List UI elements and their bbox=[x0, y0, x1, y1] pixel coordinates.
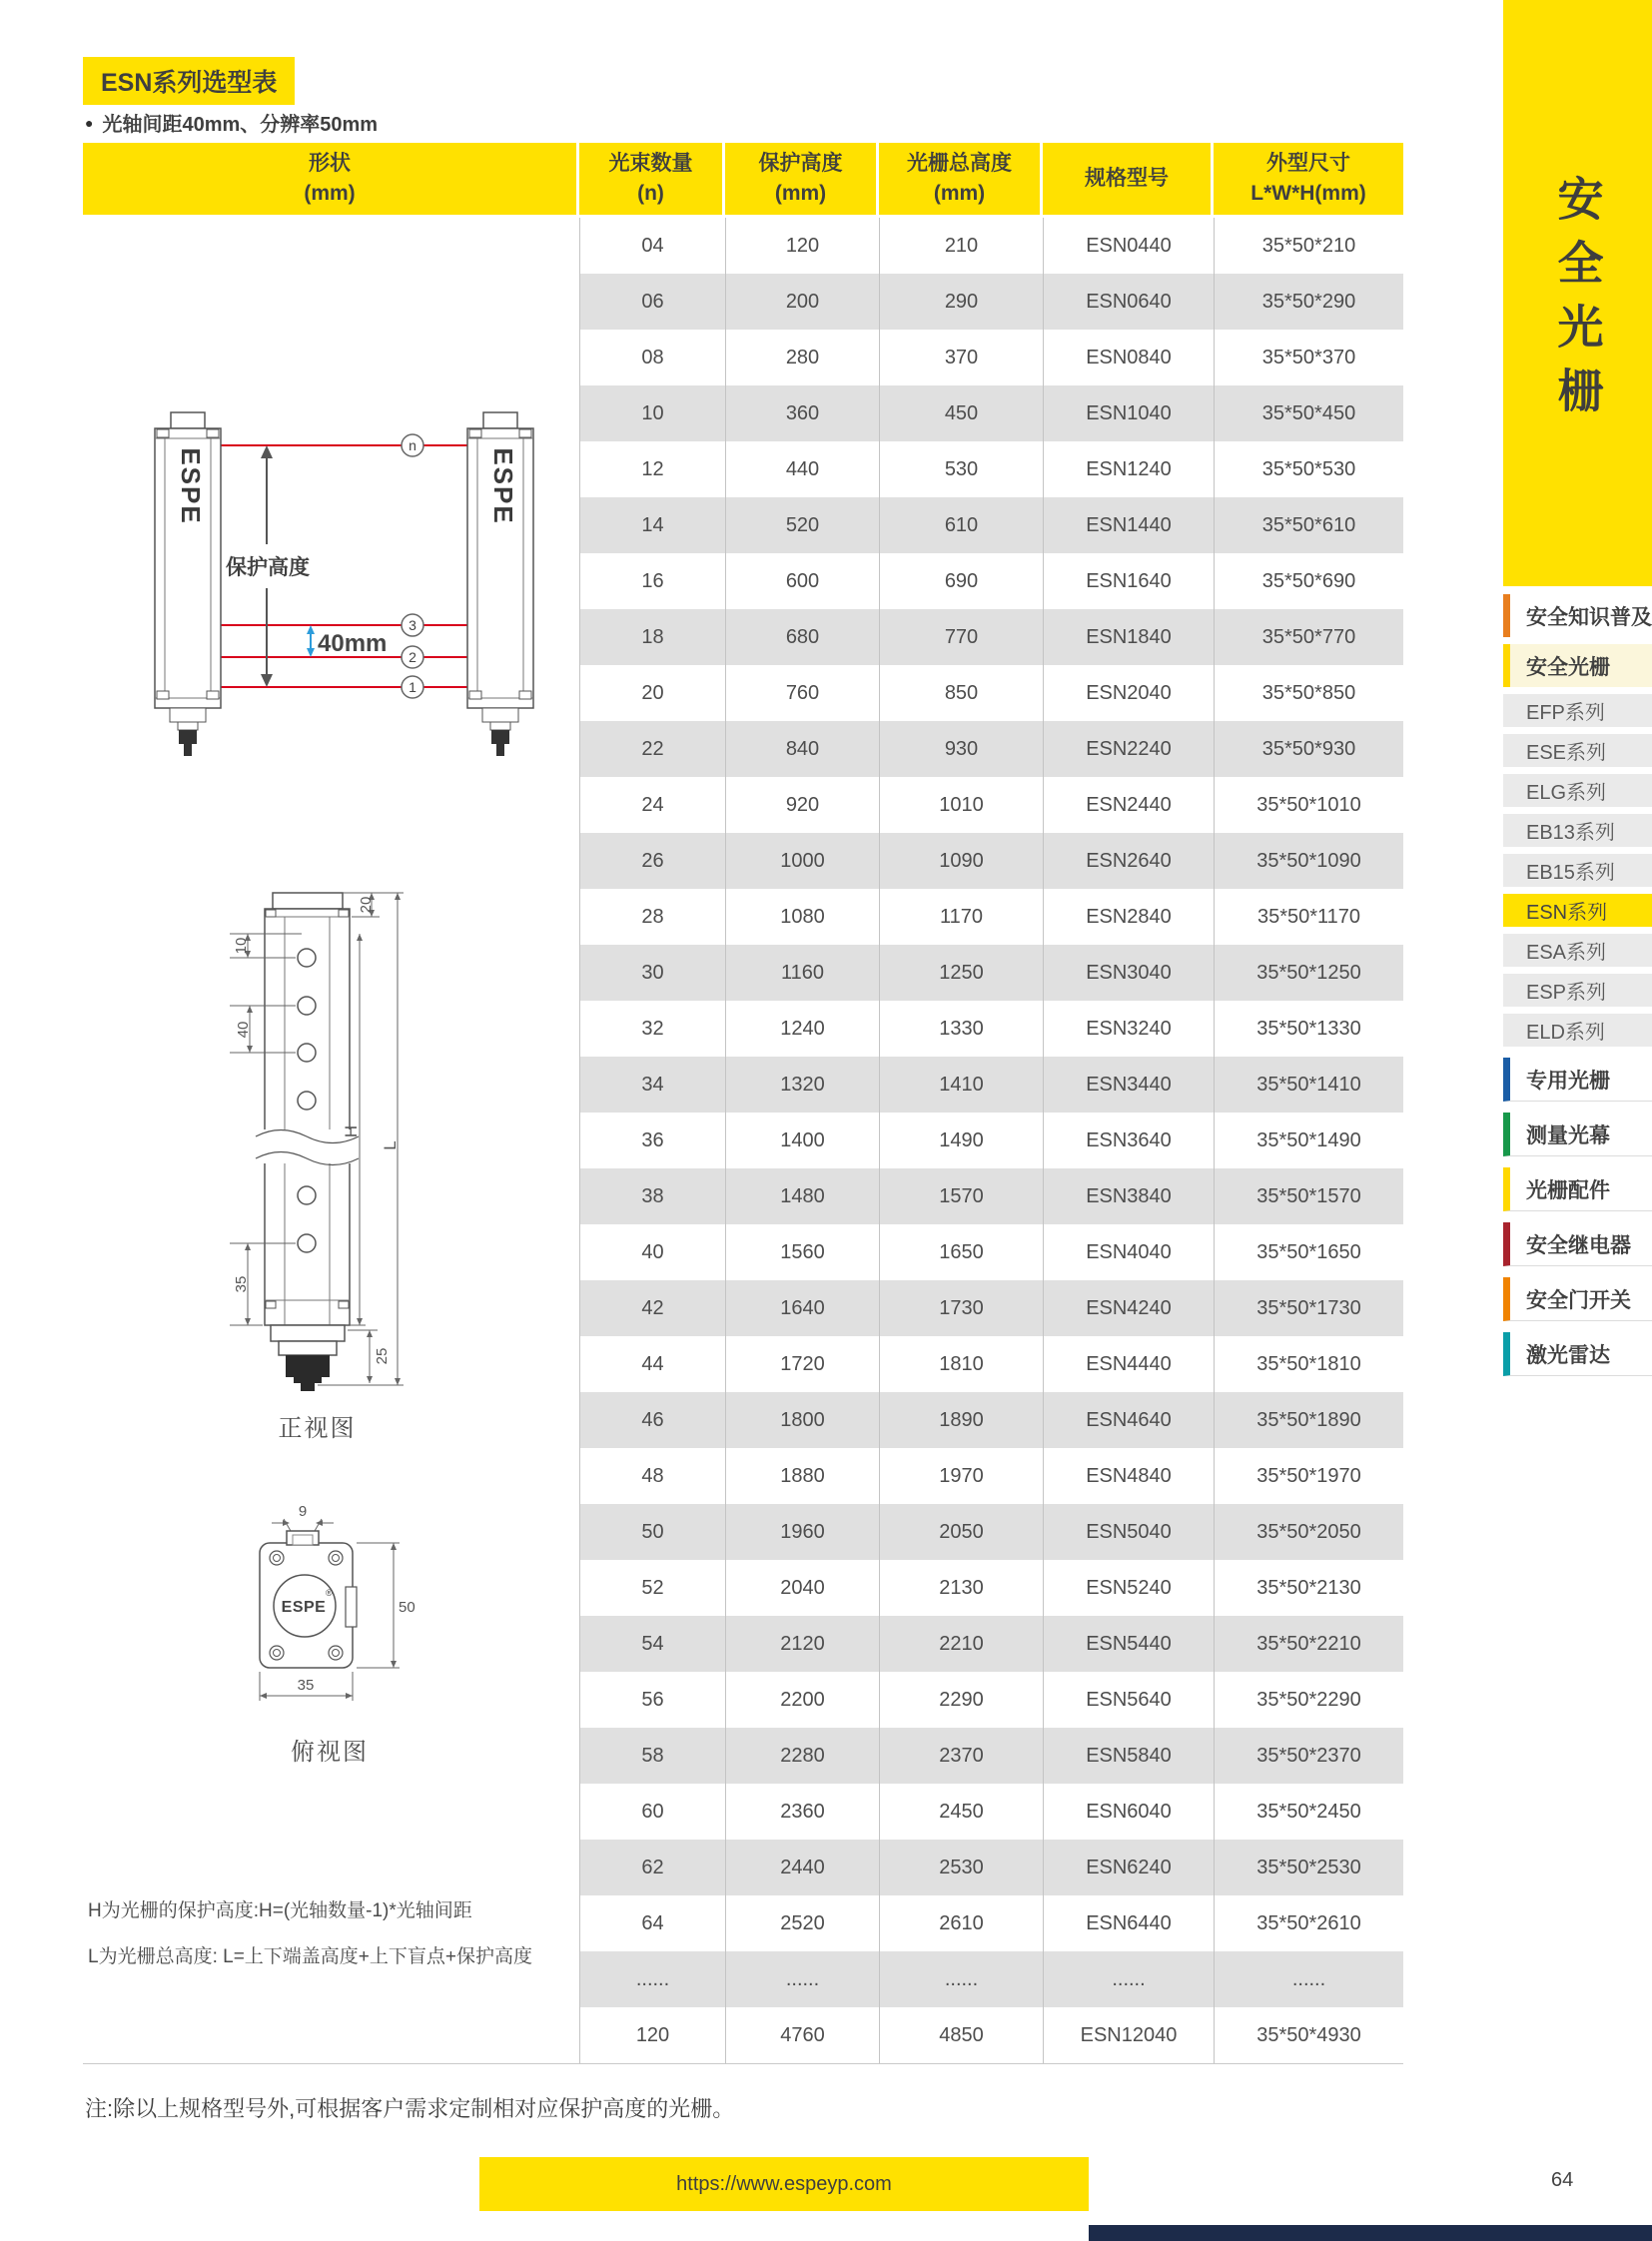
table-row bbox=[579, 609, 1403, 665]
table-row bbox=[579, 441, 1403, 497]
table-cell: 24 bbox=[579, 777, 725, 833]
table-cell: ESN1240 bbox=[1043, 441, 1214, 497]
table-cell: 1890 bbox=[879, 1392, 1043, 1448]
table-cell: 680 bbox=[725, 609, 879, 665]
table-cell: 50 bbox=[579, 1504, 725, 1560]
table-cell: 20 bbox=[579, 665, 725, 721]
table-cell: 35*50*1250 bbox=[1214, 945, 1403, 1001]
table-row bbox=[579, 1895, 1403, 1951]
table-cell: 1640 bbox=[725, 1280, 879, 1336]
table-cell: 12 bbox=[579, 441, 725, 497]
table-row bbox=[579, 1784, 1403, 1840]
table-cell: 210 bbox=[879, 218, 1043, 274]
table-cell: ESN4240 bbox=[1043, 1280, 1214, 1336]
beam-diagram bbox=[123, 392, 562, 782]
table-cell: 2610 bbox=[879, 1895, 1043, 1951]
col-header-protect-height: 保护高度 (mm) bbox=[725, 143, 879, 215]
table-cell: 30 bbox=[579, 945, 725, 1001]
table-cell: 35*50*2610 bbox=[1214, 1895, 1403, 1951]
table-row bbox=[579, 1840, 1403, 1895]
spec-bullet-text: 光轴间距40mm、分辨率50mm bbox=[102, 114, 379, 136]
table-cell: 1410 bbox=[879, 1057, 1043, 1113]
table-row bbox=[579, 1113, 1403, 1168]
table-row bbox=[579, 1392, 1403, 1448]
table-cell: 1810 bbox=[879, 1336, 1043, 1392]
table-cell: 1570 bbox=[879, 1168, 1043, 1224]
sidebar-item-esn-series[interactable]: ESN系列 bbox=[1503, 894, 1652, 927]
table-cell: 2200 bbox=[725, 1672, 879, 1728]
brand-text-right: ESPE bbox=[488, 447, 518, 525]
sidebar-banner-text: 安全光栅 bbox=[1551, 175, 1604, 430]
table-cell: 60 bbox=[579, 1784, 725, 1840]
table-cell: ESN5240 bbox=[1043, 1560, 1214, 1616]
table-cell: 44 bbox=[579, 1336, 725, 1392]
table-row bbox=[579, 330, 1403, 385]
table-row bbox=[579, 1336, 1403, 1392]
table-cell: ESN6040 bbox=[1043, 1784, 1214, 1840]
table-cell: 1880 bbox=[725, 1448, 879, 1504]
dim-40: 40 bbox=[235, 1021, 252, 1039]
table-cell: ESN3440 bbox=[1043, 1057, 1214, 1113]
sidebar-item-safety-light-curtain[interactable]: 安全光栅 bbox=[1503, 644, 1652, 687]
table-row bbox=[579, 1280, 1403, 1336]
table-cell: 2130 bbox=[879, 1560, 1043, 1616]
table-cell: ESN5840 bbox=[1043, 1728, 1214, 1784]
dim-35: 35 bbox=[233, 1275, 250, 1293]
table-row bbox=[579, 665, 1403, 721]
table-row bbox=[579, 497, 1403, 553]
formula-note-h: H为光栅的保护高度:H=(光轴数量-1)*光轴间距 bbox=[88, 1900, 472, 1921]
table-cell: 2050 bbox=[879, 1504, 1043, 1560]
bullet-icon: ● bbox=[85, 114, 94, 131]
beam-label-2: 2 bbox=[409, 649, 416, 665]
table-cell: 35*50*770 bbox=[1214, 609, 1403, 665]
table-row bbox=[579, 889, 1403, 945]
table-cell: ...... bbox=[1214, 1951, 1403, 2007]
table-cell: ESN3640 bbox=[1043, 1113, 1214, 1168]
table-cell: 48 bbox=[579, 1448, 725, 1504]
sidebar-item-laser-radar[interactable]: 激光雷达 bbox=[1503, 1332, 1652, 1376]
table-cell: ESN2440 bbox=[1043, 777, 1214, 833]
table-header bbox=[83, 143, 1403, 218]
table-cell: 1800 bbox=[725, 1392, 879, 1448]
sidebar-item-safety-relay[interactable]: 安全继电器 bbox=[1503, 1222, 1652, 1266]
dim-50: 50 bbox=[399, 1599, 415, 1616]
table-cell: 35*50*1090 bbox=[1214, 833, 1403, 889]
table-cell: 1240 bbox=[725, 1001, 879, 1057]
table-cell: 35*50*1490 bbox=[1214, 1113, 1403, 1168]
table-cell: 1330 bbox=[879, 1001, 1043, 1057]
sidebar-item-safety-door-switch[interactable]: 安全门开关 bbox=[1503, 1277, 1652, 1321]
col-header-beam-count: 光束数量 (n) bbox=[579, 143, 725, 215]
table-cell: 1400 bbox=[725, 1113, 879, 1168]
table-cell: 10 bbox=[579, 385, 725, 441]
table-cell: ESN4640 bbox=[1043, 1392, 1214, 1448]
table-cell: 850 bbox=[879, 665, 1043, 721]
table-cell: 1970 bbox=[879, 1448, 1043, 1504]
table-cell: ESN0840 bbox=[1043, 330, 1214, 385]
table-cell: ESN4040 bbox=[1043, 1224, 1214, 1280]
table-cell: 32 bbox=[579, 1001, 725, 1057]
dim-20: 20 bbox=[358, 896, 375, 914]
table-cell: 610 bbox=[879, 497, 1043, 553]
table-cell: 120 bbox=[579, 2007, 725, 2063]
table-cell: 62 bbox=[579, 1840, 725, 1895]
table-row bbox=[579, 1728, 1403, 1784]
table-cell: 2370 bbox=[879, 1728, 1043, 1784]
table-cell: 38 bbox=[579, 1168, 725, 1224]
table-cell: 200 bbox=[725, 274, 879, 330]
footer-url-text[interactable]: https://www.espeyp.com bbox=[676, 2172, 892, 2195]
sidebar-item-elg-series[interactable]: ELG系列 bbox=[1503, 774, 1652, 807]
table-cell: 35*50*850 bbox=[1214, 665, 1403, 721]
table-cell: 35*50*930 bbox=[1214, 721, 1403, 777]
top-view-caption: 俯视图 bbox=[291, 1739, 369, 1766]
protection-height-label: 保护高度 bbox=[226, 556, 310, 579]
table-cell: 600 bbox=[725, 553, 879, 609]
sidebar-item-eb13-series[interactable]: EB13系列 bbox=[1503, 814, 1652, 847]
table-cell: 770 bbox=[879, 609, 1043, 665]
table-cell: 52 bbox=[579, 1560, 725, 1616]
selection-table bbox=[83, 143, 1403, 2064]
table-cell: ESN2240 bbox=[1043, 721, 1214, 777]
table-row bbox=[579, 1672, 1403, 1728]
table-row bbox=[579, 1504, 1403, 1560]
table-cell: 1160 bbox=[725, 945, 879, 1001]
table-cell: 56 bbox=[579, 1672, 725, 1728]
table-cell: 35*50*2290 bbox=[1214, 1672, 1403, 1728]
table-cell: 35*50*290 bbox=[1214, 274, 1403, 330]
table-row bbox=[579, 1057, 1403, 1113]
table-cell: ESN5640 bbox=[1043, 1672, 1214, 1728]
table-cell: 4850 bbox=[879, 2007, 1043, 2063]
sidebar-item-measuring-light-curtain[interactable]: 测量光幕 bbox=[1503, 1113, 1652, 1156]
table-cell: 42 bbox=[579, 1280, 725, 1336]
registered-mark: ® bbox=[326, 1588, 333, 1598]
brand-logo-text: ESPE bbox=[281, 1599, 327, 1616]
table-cell: ESN12040 bbox=[1043, 2007, 1214, 2063]
table-cell: 35*50*2210 bbox=[1214, 1616, 1403, 1672]
table-cell: ...... bbox=[579, 1951, 725, 2007]
table-cell: ESN3840 bbox=[1043, 1168, 1214, 1224]
table-cell: 35*50*2050 bbox=[1214, 1504, 1403, 1560]
table-cell: 64 bbox=[579, 1895, 725, 1951]
table-cell: ...... bbox=[1043, 1951, 1214, 2007]
table-row bbox=[579, 833, 1403, 889]
table-cell: 2440 bbox=[725, 1840, 879, 1895]
table-cell: 35*50*1570 bbox=[1214, 1168, 1403, 1224]
table-row bbox=[579, 274, 1403, 330]
sidebar-item-safety-knowledge[interactable]: 安全知识普及 bbox=[1503, 594, 1652, 637]
table-row bbox=[579, 777, 1403, 833]
sidebar-item-ese-series[interactable]: ESE系列 bbox=[1503, 734, 1652, 767]
table-cell: 360 bbox=[725, 385, 879, 441]
sidebar-item-esp-series[interactable]: ESP系列 bbox=[1503, 974, 1652, 1007]
dim-10: 10 bbox=[233, 937, 250, 955]
front-view-diagram bbox=[225, 881, 410, 1445]
page-number: 64 bbox=[1551, 2169, 1574, 2191]
table-cell: ESN4440 bbox=[1043, 1336, 1214, 1392]
col-header-shape: 形状 (mm) bbox=[83, 143, 579, 215]
page-title bbox=[83, 57, 295, 105]
sidebar-item-special-light-curtain[interactable]: 专用光栅 bbox=[1503, 1058, 1652, 1102]
footnote: 注:除以上规格型号外,可根据客户需求定制相对应保护高度的光栅。 bbox=[85, 2096, 735, 2121]
table-cell: 2210 bbox=[879, 1616, 1043, 1672]
table-cell: 1490 bbox=[879, 1113, 1043, 1168]
bottom-bar bbox=[1089, 2225, 1652, 2241]
table-row bbox=[579, 1224, 1403, 1280]
table-cell: 2520 bbox=[725, 1895, 879, 1951]
table-cell: 690 bbox=[879, 553, 1043, 609]
sidebar-item-efp-series[interactable]: EFP系列 bbox=[1503, 694, 1652, 727]
table-cell: 1480 bbox=[725, 1168, 879, 1224]
table-row bbox=[579, 1616, 1403, 1672]
pitch-label: 40mm bbox=[318, 630, 388, 657]
table-cell: 280 bbox=[725, 330, 879, 385]
front-view-caption: 正视图 bbox=[278, 1415, 357, 1442]
dim-25: 25 bbox=[374, 1347, 391, 1365]
table-row bbox=[579, 1448, 1403, 1504]
table-cell: ESN5440 bbox=[1043, 1616, 1214, 1672]
table-row bbox=[579, 1560, 1403, 1616]
formula-note-l: L为光栅总高度: L=上下端盖高度+上下盲点+保护高度 bbox=[88, 1946, 532, 1967]
table-cell: 35*50*690 bbox=[1214, 553, 1403, 609]
shape-column bbox=[83, 218, 579, 2063]
table-cell: 54 bbox=[579, 1616, 725, 1672]
table-cell: ESN1640 bbox=[1043, 553, 1214, 609]
col-header-dimensions: 外型尺寸 L*W*H(mm) bbox=[1214, 143, 1403, 215]
top-view-diagram bbox=[240, 1500, 419, 1710]
table-cell: 35*50*1010 bbox=[1214, 777, 1403, 833]
table-cell: 35*50*1970 bbox=[1214, 1448, 1403, 1504]
table-cell: 22 bbox=[579, 721, 725, 777]
table-row bbox=[579, 1001, 1403, 1057]
table-cell: 26 bbox=[579, 833, 725, 889]
dim-h: H bbox=[342, 1124, 361, 1138]
table-cell: 1250 bbox=[879, 945, 1043, 1001]
table-cell: ESN1840 bbox=[1043, 609, 1214, 665]
table-cell: ESN0640 bbox=[1043, 274, 1214, 330]
table-cell: 930 bbox=[879, 721, 1043, 777]
sidebar-item-esa-series[interactable]: ESA系列 bbox=[1503, 934, 1652, 967]
table-cell: ...... bbox=[725, 1951, 879, 2007]
table-cell: ESN6240 bbox=[1043, 1840, 1214, 1895]
table-cell: ESN2840 bbox=[1043, 889, 1214, 945]
table-cell: 120 bbox=[725, 218, 879, 274]
table-cell: 1730 bbox=[879, 1280, 1043, 1336]
table-cell: 1170 bbox=[879, 889, 1043, 945]
table-cell: 920 bbox=[725, 777, 879, 833]
table-cell: 1090 bbox=[879, 833, 1043, 889]
table-row bbox=[579, 218, 1403, 274]
beam-label-1: 1 bbox=[409, 679, 416, 695]
table-cell: 370 bbox=[879, 330, 1043, 385]
col-header-total-height: 光栅总高度 (mm) bbox=[879, 143, 1043, 215]
table-rows bbox=[579, 218, 1403, 2063]
table-cell: 28 bbox=[579, 889, 725, 945]
table-cell: 35*50*2530 bbox=[1214, 1840, 1403, 1895]
footer-url[interactable] bbox=[479, 2157, 1089, 2211]
table-cell: 760 bbox=[725, 665, 879, 721]
table-cell: 530 bbox=[879, 441, 1043, 497]
table-cell: 18 bbox=[579, 609, 725, 665]
table-cell: 14 bbox=[579, 497, 725, 553]
table-row bbox=[579, 385, 1403, 441]
table-cell: 2450 bbox=[879, 1784, 1043, 1840]
table-cell: 34 bbox=[579, 1057, 725, 1113]
table-row bbox=[579, 945, 1403, 1001]
table-cell: 1960 bbox=[725, 1504, 879, 1560]
col-header-model: 规格型号 bbox=[1043, 143, 1214, 215]
table-cell: 840 bbox=[725, 721, 879, 777]
table-cell: ESN0440 bbox=[1043, 218, 1214, 274]
sidebar-menu bbox=[1503, 594, 1652, 1376]
table-cell: ESN1440 bbox=[1043, 497, 1214, 553]
table-cell: 35*50*1170 bbox=[1214, 889, 1403, 945]
table-cell: 35*50*530 bbox=[1214, 441, 1403, 497]
table-cell: 2120 bbox=[725, 1616, 879, 1672]
sidebar-item-eb15-series[interactable]: EB15系列 bbox=[1503, 854, 1652, 887]
sidebar-item-curtain-accessories[interactable]: 光栅配件 bbox=[1503, 1167, 1652, 1211]
table-cell: 1320 bbox=[725, 1057, 879, 1113]
table-cell: ESN2640 bbox=[1043, 833, 1214, 889]
table-cell: ESN5040 bbox=[1043, 1504, 1214, 1560]
table-row bbox=[579, 1168, 1403, 1224]
table-cell: 1080 bbox=[725, 889, 879, 945]
table-cell: 04 bbox=[579, 218, 725, 274]
table-cell: 1560 bbox=[725, 1224, 879, 1280]
table-row bbox=[579, 2007, 1403, 2063]
table-cell: ESN3240 bbox=[1043, 1001, 1214, 1057]
table-cell: 2290 bbox=[879, 1672, 1043, 1728]
table-cell: 35*50*2450 bbox=[1214, 1784, 1403, 1840]
dim-9: 9 bbox=[298, 1503, 308, 1520]
table-cell: 1720 bbox=[725, 1336, 879, 1392]
brand-text-left: ESPE bbox=[176, 447, 206, 525]
dim-35-bottom: 35 bbox=[297, 1677, 315, 1694]
table-cell: 1650 bbox=[879, 1224, 1043, 1280]
table-cell: 2040 bbox=[725, 1560, 879, 1616]
table-cell: 290 bbox=[879, 274, 1043, 330]
sidebar-banner bbox=[1503, 0, 1652, 586]
table-cell: 35*50*610 bbox=[1214, 497, 1403, 553]
table-cell: 40 bbox=[579, 1224, 725, 1280]
page-title-text: ESN系列选型表 bbox=[101, 69, 278, 97]
table-cell: 1000 bbox=[725, 833, 879, 889]
table-cell: 06 bbox=[579, 274, 725, 330]
table-cell: 440 bbox=[725, 441, 879, 497]
table-cell: ESN6440 bbox=[1043, 1895, 1214, 1951]
table-cell: 58 bbox=[579, 1728, 725, 1784]
table-row bbox=[579, 553, 1403, 609]
table-cell: 46 bbox=[579, 1392, 725, 1448]
table-cell: 1010 bbox=[879, 777, 1043, 833]
table-cell: ESN3040 bbox=[1043, 945, 1214, 1001]
table-row bbox=[579, 1951, 1403, 2007]
table-cell: 2360 bbox=[725, 1784, 879, 1840]
table-cell: 35*50*1410 bbox=[1214, 1057, 1403, 1113]
table-cell: 35*50*1730 bbox=[1214, 1280, 1403, 1336]
table-cell: 2280 bbox=[725, 1728, 879, 1784]
table-cell: 08 bbox=[579, 330, 725, 385]
table-cell: 35*50*1890 bbox=[1214, 1392, 1403, 1448]
table-cell: 35*50*1810 bbox=[1214, 1336, 1403, 1392]
beam-label-3: 3 bbox=[409, 617, 416, 633]
table-row bbox=[579, 721, 1403, 777]
table-cell: ...... bbox=[879, 1951, 1043, 2007]
table-cell: 35*50*2370 bbox=[1214, 1728, 1403, 1784]
beam-label-n: n bbox=[409, 437, 416, 453]
table-cell: ESN2040 bbox=[1043, 665, 1214, 721]
table-cell: 35*50*370 bbox=[1214, 330, 1403, 385]
table-cell: 16 bbox=[579, 553, 725, 609]
table-cell: 35*50*210 bbox=[1214, 218, 1403, 274]
table-cell: 35*50*2130 bbox=[1214, 1560, 1403, 1616]
table-cell: ESN4840 bbox=[1043, 1448, 1214, 1504]
table-cell: 520 bbox=[725, 497, 879, 553]
table-cell: 4760 bbox=[725, 2007, 879, 2063]
table-cell: 36 bbox=[579, 1113, 725, 1168]
sidebar-item-eld-series[interactable]: ELD系列 bbox=[1503, 1014, 1652, 1047]
table-cell: 35*50*1330 bbox=[1214, 1001, 1403, 1057]
table-cell: 35*50*1650 bbox=[1214, 1224, 1403, 1280]
table-cell: 35*50*450 bbox=[1214, 385, 1403, 441]
table-cell: 2530 bbox=[879, 1840, 1043, 1895]
dim-l: L bbox=[381, 1140, 400, 1150]
table-cell: 450 bbox=[879, 385, 1043, 441]
spec-bullet bbox=[85, 108, 378, 137]
table-cell: 35*50*4930 bbox=[1214, 2007, 1403, 2063]
table-cell: ESN1040 bbox=[1043, 385, 1214, 441]
